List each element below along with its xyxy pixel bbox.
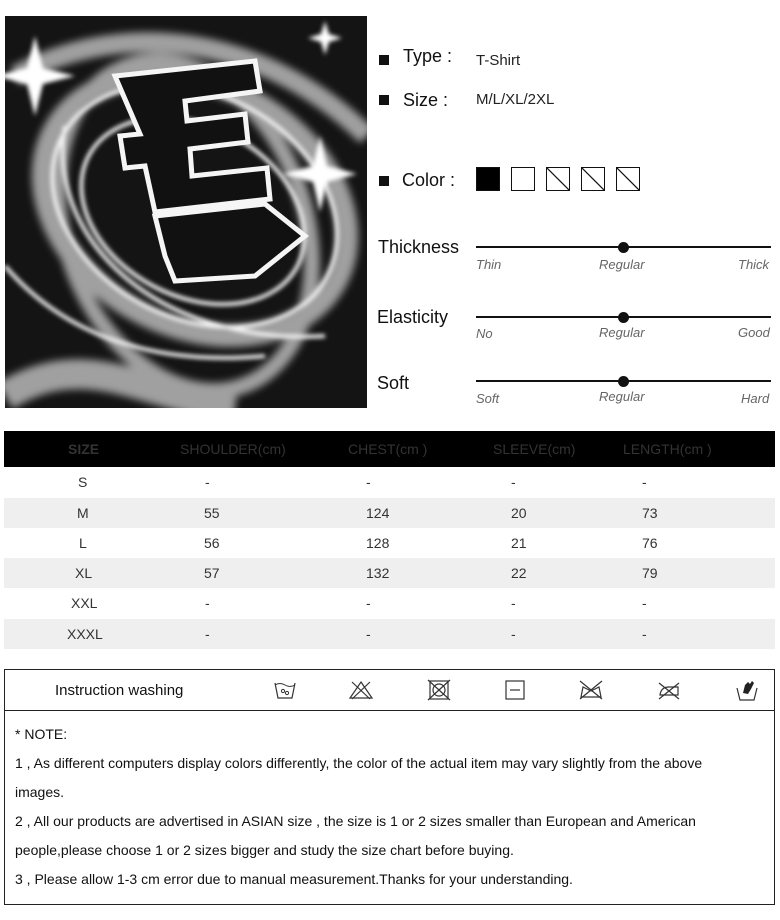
table-row bbox=[4, 588, 775, 618]
header-shoulder: SHOULDER(cm) bbox=[180, 441, 286, 457]
product-image bbox=[5, 16, 367, 408]
scale-mid-thickness: Regular bbox=[599, 257, 645, 272]
color-swatch-option-4[interactable] bbox=[581, 167, 605, 191]
header-sleeve: SLEEVE(cm) bbox=[493, 441, 576, 457]
note-line-5: 3 , Please allow 1-3 cm error due to manual measurement.Thanks for your understanding. bbox=[15, 871, 573, 887]
size-label: Size : bbox=[403, 90, 449, 110]
bullet-square-icon bbox=[379, 95, 389, 105]
cell-size: S bbox=[78, 474, 88, 490]
washing-instructions-bar bbox=[5, 670, 774, 711]
table-row bbox=[4, 558, 775, 588]
cell-shoulder: - bbox=[205, 474, 210, 490]
scale-marker-soft bbox=[618, 376, 629, 387]
scale-high-thickness: Thick bbox=[738, 257, 770, 272]
color-swatch-white[interactable] bbox=[511, 167, 535, 191]
do-not-tumble-dry-icon bbox=[427, 679, 451, 701]
type-value: T-Shirt bbox=[476, 52, 521, 69]
table-row bbox=[4, 528, 775, 558]
hand-wash-icon bbox=[273, 679, 297, 701]
size-value: M/L/XL/2XL bbox=[476, 91, 555, 108]
cell-length: 73 bbox=[642, 505, 658, 521]
cell-size: M bbox=[77, 505, 89, 521]
color-swatch-option-3[interactable] bbox=[546, 167, 570, 191]
cell-sleeve: 21 bbox=[511, 535, 527, 551]
scale-label-soft: Soft bbox=[377, 373, 410, 393]
table-row bbox=[4, 619, 775, 649]
color-swatch-black[interactable] bbox=[476, 167, 500, 191]
cell-shoulder: - bbox=[205, 595, 210, 611]
notes-heading: * NOTE: bbox=[15, 726, 68, 742]
color-swatches bbox=[476, 167, 646, 193]
scale-low-soft: Soft bbox=[476, 391, 500, 406]
scale-label-elasticity: Elasticity bbox=[377, 307, 449, 327]
dry-flat-icon bbox=[503, 679, 527, 701]
cell-length: 76 bbox=[642, 535, 658, 551]
cell-sleeve: 20 bbox=[511, 505, 527, 521]
cell-size: XL bbox=[75, 565, 93, 581]
scale-label-thickness: Thickness bbox=[378, 237, 460, 257]
cell-sleeve: - bbox=[511, 595, 516, 611]
do-not-dry-clean-icon bbox=[579, 679, 603, 701]
cell-shoulder: 56 bbox=[204, 535, 220, 551]
table-header-row bbox=[4, 431, 775, 467]
bullet-square-icon bbox=[379, 176, 389, 186]
note-line-3: 2 , All our products are advertised in ASIAN size , the size is 1 or 2 sizes smaller than European and American bbox=[15, 813, 696, 829]
scale-high-elasticity: Good bbox=[738, 325, 770, 340]
note-line-4: people,please choose 1 or 2 sizes bigger and study the size chart before buying. bbox=[15, 842, 514, 858]
cell-shoulder: - bbox=[205, 626, 210, 642]
bullet-square-icon bbox=[379, 55, 389, 65]
header-chest: CHEST(cm ) bbox=[348, 441, 428, 457]
cell-chest: - bbox=[366, 595, 371, 611]
scale-high-soft: Hard bbox=[741, 391, 770, 406]
cell-chest: 132 bbox=[366, 565, 390, 581]
size-chart-table bbox=[4, 431, 775, 651]
cell-sleeve: 22 bbox=[511, 565, 527, 581]
cell-chest: - bbox=[366, 474, 371, 490]
scale-low-elasticity: No bbox=[476, 326, 493, 341]
cell-length: - bbox=[642, 626, 647, 642]
cell-length: 79 bbox=[642, 565, 658, 581]
table-row bbox=[4, 498, 775, 528]
do-not-bleach-icon bbox=[349, 679, 373, 701]
cell-shoulder: 55 bbox=[204, 505, 220, 521]
cell-size: XXL bbox=[71, 595, 98, 611]
scale-mid-soft: Regular bbox=[599, 389, 645, 404]
type-label: Type : bbox=[403, 46, 453, 66]
tshirt-graphic-icon bbox=[5, 16, 367, 408]
cell-chest: 124 bbox=[366, 505, 390, 521]
hand-wash-basin-icon bbox=[735, 679, 759, 701]
cell-sleeve: - bbox=[511, 474, 516, 490]
cell-sleeve: - bbox=[511, 626, 516, 642]
scale-mid-elasticity: Regular bbox=[599, 325, 645, 340]
cell-size: XXXL bbox=[67, 626, 103, 642]
cell-size: L bbox=[79, 535, 87, 551]
header-size: SIZE bbox=[68, 441, 100, 457]
care-notes-box bbox=[4, 669, 775, 905]
note-line-1: 1 , As different computers display colors differently, the color of the actual item may vary slightly from the above bbox=[15, 755, 703, 771]
scale-low-thickness: Thin bbox=[476, 257, 502, 272]
color-label: Color : bbox=[402, 170, 456, 190]
color-swatch-option-5[interactable] bbox=[616, 167, 640, 191]
scale-marker-thickness bbox=[618, 242, 629, 253]
cell-chest: 128 bbox=[366, 535, 390, 551]
do-not-iron-icon bbox=[657, 679, 681, 701]
note-line-2: images. bbox=[15, 784, 65, 800]
cell-shoulder: 57 bbox=[204, 565, 220, 581]
washing-title: Instruction washing bbox=[55, 682, 184, 699]
header-length: LENGTH(cm ) bbox=[623, 441, 712, 457]
cell-length: - bbox=[642, 474, 647, 490]
table-row bbox=[4, 467, 775, 497]
cell-chest: - bbox=[366, 626, 371, 642]
scale-marker-elasticity bbox=[618, 312, 629, 323]
cell-length: - bbox=[642, 595, 647, 611]
